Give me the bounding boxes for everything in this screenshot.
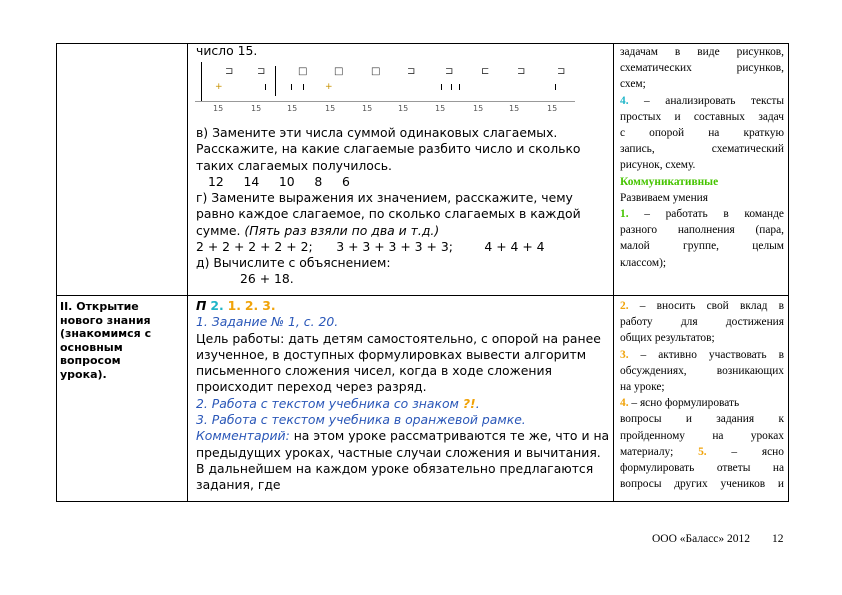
number-line-start xyxy=(201,62,202,102)
task-2: 2. Работа с текстом учебника со знаком ?!. xyxy=(196,395,480,411)
text-line: 4. – ясно формулировать xyxy=(620,397,740,410)
text-line: малой группе, целым xyxy=(620,240,784,253)
number-line-label: 15 xyxy=(251,104,262,113)
table-right-border xyxy=(788,43,789,502)
stage-title: II. Открытие нового знания (знакомимся с основным вопросом урока). xyxy=(60,300,152,381)
text-line: схематических рисунков, xyxy=(620,62,784,75)
tick xyxy=(441,84,442,90)
text-line: обсуждениях, возникающих xyxy=(620,364,784,377)
segment-mark-icon: ⊐ xyxy=(445,66,454,77)
task-3: 3. Работа с текстом учебника в оранжевой рамке. xyxy=(196,412,526,428)
tick xyxy=(291,84,292,90)
text-line: схем; xyxy=(620,78,646,91)
task-v: в) Замените эти числа суммой одинаковых слагаемых. Расскажите, на какие слагаемые разбито число и сколько таких слагаемых получилось. xyxy=(196,125,581,173)
task-g-text: г) Замените выражения их значением, расскажите, чему равно каждое слагаемое, по сколько слагаемых в каждой сумме. xyxy=(196,190,581,238)
number-line-label: 15 xyxy=(325,104,336,113)
task-d: д) Вычислите с объяснением: xyxy=(196,255,391,270)
goal-text: Цель работы: дать детям самостоятельно, с опорой на ранее изученное, в доступных формулировках вывести алгоритм письменного сложения чисел, когда в ходе сложения происходит переход через разряд. xyxy=(196,330,601,395)
text-line: вопросы и задания к xyxy=(620,413,784,426)
intro-text: число 15. xyxy=(196,43,258,58)
task-g-hint: (Пять раз взяли по два и т.д.) xyxy=(244,222,440,238)
numbers-row: 12 14 10 8 6 xyxy=(208,174,350,189)
item-number: 4. xyxy=(620,94,629,107)
item-number: 1. xyxy=(620,208,629,221)
tick xyxy=(555,84,556,90)
question-exclamation-mark: ?! xyxy=(462,395,476,411)
page-number: 12 xyxy=(772,533,784,545)
right-bottom-cell xyxy=(620,298,784,492)
section-subheading: Развиваем умения xyxy=(620,191,708,204)
number-line-label: 15 xyxy=(547,104,558,113)
table-left-border xyxy=(56,43,57,502)
number-line-label: 15 xyxy=(287,104,298,113)
comment-label: Комментарий: xyxy=(196,428,290,444)
item-number: 2. xyxy=(620,300,629,312)
segment-mark-icon: □ xyxy=(371,66,381,77)
p-line: П 2. 1. 2. 3. xyxy=(196,298,276,313)
text-line: 2. – вносить свой вклад в xyxy=(620,300,784,312)
text-line: классом); xyxy=(620,256,667,269)
item-number: 4. xyxy=(620,397,629,410)
segment-mark-icon: □ xyxy=(298,66,308,77)
tick xyxy=(275,66,276,96)
segment-mark-icon: ⊏ xyxy=(481,66,490,77)
column-divider-2 xyxy=(613,43,614,502)
number-line-label: 15 xyxy=(509,104,520,113)
text-line: разного наполнения (пара, xyxy=(620,224,784,237)
segment-mark-icon: ⊐ xyxy=(407,66,416,77)
number-line-label: 15 xyxy=(398,104,409,113)
segment-mark-icon: ⊐ xyxy=(517,66,526,77)
text-line: 4. – анализировать тексты xyxy=(620,94,784,107)
p-label: П xyxy=(196,298,207,313)
text-line: рисунок, схему. xyxy=(620,159,696,172)
text-line: 3. – активно участвовать в xyxy=(620,348,784,361)
text-line: вопросы других учеников и xyxy=(620,478,784,491)
text-line: пройденному на уроках xyxy=(620,429,784,442)
item-number: 3. xyxy=(620,348,629,361)
text-line: простых и составных задач xyxy=(620,110,784,123)
text-line: работу для достижения xyxy=(620,316,784,329)
text-line: формулировать ответы на xyxy=(620,462,784,475)
number-line-label: 15 xyxy=(362,104,373,113)
segment-mark-icon: ⊐ xyxy=(557,66,566,77)
right-top-cell xyxy=(620,44,784,271)
segment-mark-icon: ⊐ xyxy=(225,66,234,77)
text-line: материалу; 5. – ясно xyxy=(620,445,784,458)
tick xyxy=(459,84,460,90)
plus-mark-icon: + xyxy=(325,82,333,92)
text-line: 1. – работать в команде xyxy=(620,208,784,221)
number-line-axis xyxy=(195,101,575,102)
segment-mark-icon: ⊐ xyxy=(257,66,266,77)
text-line: запись, схематический xyxy=(620,143,784,156)
comment: Комментарий: на этом уроке рассматриваются те же, что и на предыдущих уроках, частные случаи сложения и вычитания. В дальнейшем на каждом уроке обязательно предлагаются задания, где xyxy=(196,428,610,493)
tick xyxy=(265,84,266,90)
text-line: на уроке; xyxy=(620,381,665,394)
text-line: задачам в виде рисунков, xyxy=(620,46,784,58)
tick xyxy=(303,84,304,90)
task-g xyxy=(196,190,614,239)
task-d-expression: 26 + 18. xyxy=(240,271,294,286)
task-1: 1. Задание № 1, с. 20. xyxy=(196,314,339,330)
text-line: с опорой на краткую xyxy=(620,127,784,140)
number-line-label: 15 xyxy=(435,104,446,113)
table-bottom-border xyxy=(56,501,789,502)
middle-bottom-cell xyxy=(196,298,610,494)
number-line-label: 15 xyxy=(473,104,484,113)
segment-mark-icon: □ xyxy=(334,66,344,77)
tick xyxy=(451,84,452,90)
number-line-label: 15 xyxy=(213,104,224,113)
section-heading: Коммуникативные xyxy=(620,175,719,188)
item-number: 5. xyxy=(698,445,707,458)
row-divider xyxy=(56,295,789,296)
expressions-row: 2 + 2 + 2 + 2 + 2; 3 + 3 + 3 + 3 + 3; 4 + 4 + 4 xyxy=(196,239,545,254)
column-divider-1 xyxy=(187,43,188,502)
footer-company: ООО «Баласс» 2012 xyxy=(652,533,751,545)
plus-mark-icon: + xyxy=(215,82,223,92)
text-line: общих результатов; xyxy=(620,332,715,345)
number-line-figure xyxy=(195,60,575,120)
